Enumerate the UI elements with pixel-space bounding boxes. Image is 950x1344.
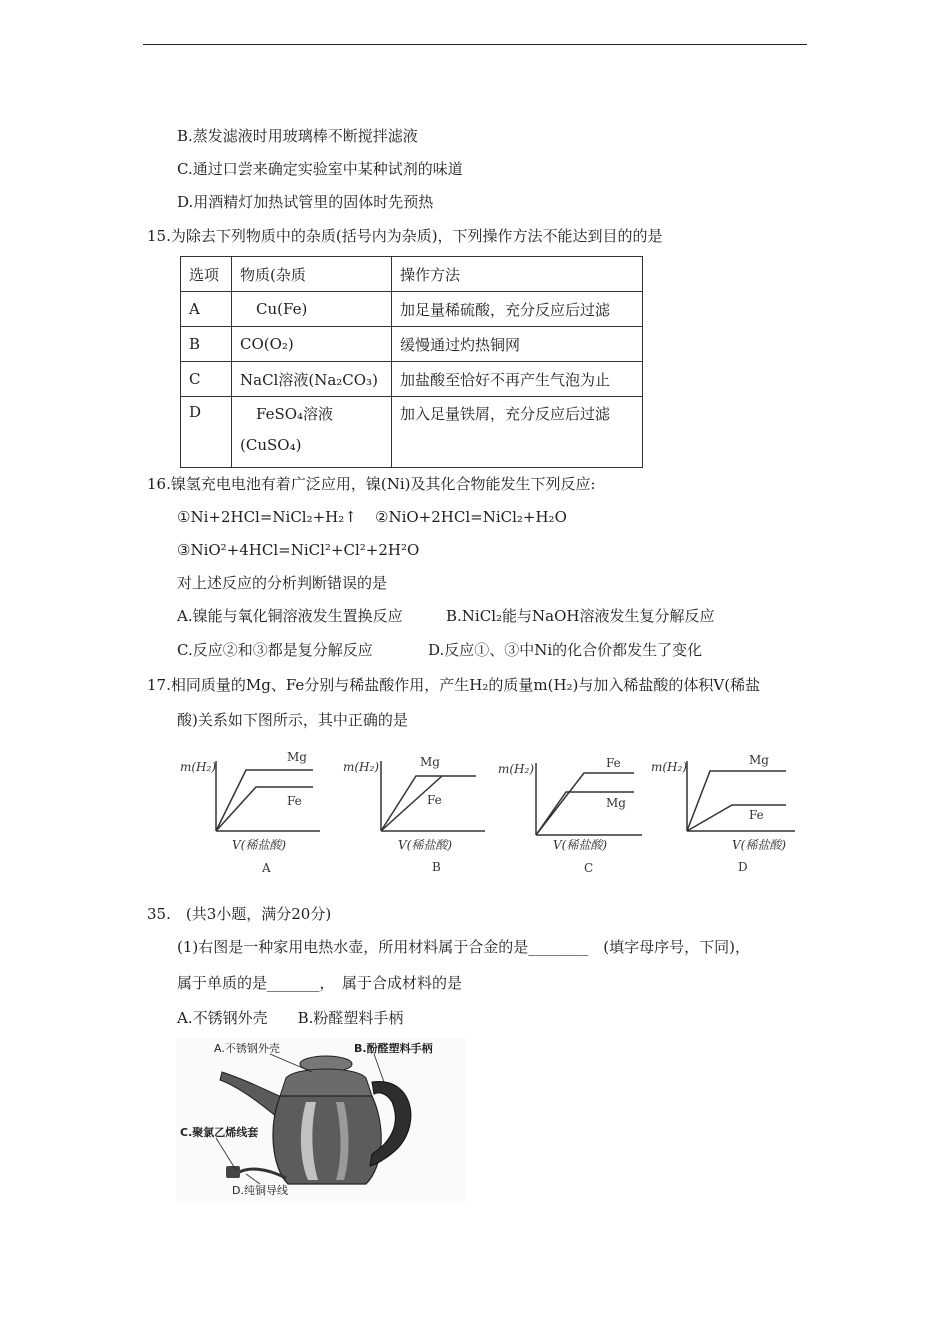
kettle-body [273, 1096, 381, 1184]
table-cell: C [181, 362, 232, 397]
table-cell: D [181, 397, 232, 468]
graph-a-mg-label: Mg [287, 750, 307, 764]
graph-c-xlabel: V(稀盐酸) [553, 838, 608, 852]
graph-d-xlabel: V(稀盐酸) [732, 838, 787, 852]
kettle-label-d: D.纯铜导线 [232, 1184, 288, 1197]
table-cell: 加盐酸至恰好不再产生气泡为止 [392, 362, 643, 397]
q15-options-table [180, 256, 643, 468]
graph-c [498, 756, 642, 875]
kettle-plug [226, 1166, 240, 1178]
graph-a-letter: A [262, 861, 271, 875]
graph-a [180, 750, 320, 875]
graph-b [343, 755, 485, 874]
graph-d [651, 753, 795, 874]
table-row [181, 292, 643, 327]
q17-graphs [170, 745, 810, 880]
kettle-label-c: C.聚氯乙烯线套 [180, 1126, 259, 1139]
table-cell: CO(O₂) [232, 327, 392, 362]
table-cell-line: FeSO₄溶液 [256, 405, 334, 423]
q14-option-b: B.蒸发滤液时用玻璃棒不断搅拌滤液 [177, 127, 418, 145]
table-row [181, 397, 643, 468]
kettle-lid [280, 1069, 372, 1096]
graph-d-fe-line [687, 805, 786, 831]
kettle-figure [176, 1038, 466, 1203]
q16-option-c: C.反应②和③都是复分解反应 [177, 641, 373, 659]
q16-reaction-2: ②NiO+2HCl=NiCl₂+H₂O [375, 508, 567, 526]
graph-a-xlabel: V(稀盐酸) [232, 838, 287, 852]
graph-c-fe-label: Fe [606, 756, 621, 770]
kettle-label-b: B.酚醛塑料手柄 [354, 1042, 433, 1055]
q16-reaction-1: ①Ni+2HCl=NiCl₂+H₂↑ [177, 508, 357, 526]
table-header-cell: 操作方法 [392, 257, 643, 292]
graph-a-fe-label: Fe [287, 794, 302, 808]
q35-part1-line2: 属于单质的是_______， 属于合成材料的是 [177, 974, 463, 992]
q15-stem: 15.为除去下列物质中的杂质(括号内为杂质)，下列操作方法不能达到目的的是 [147, 227, 663, 245]
kettle-label-a: A.不锈钢外壳 [214, 1042, 280, 1055]
table-row [181, 362, 643, 397]
graph-c-letter: C [584, 861, 594, 875]
table-cell: 缓慢通过灼热铜网 [392, 327, 643, 362]
graph-c-ylabel: m(H₂) [498, 762, 535, 776]
table-header-cell: 选项 [181, 257, 232, 292]
q16-option-d: D.反应①、③中Ni的化合价都发生了变化 [428, 641, 703, 659]
q35-options: A.不锈钢外壳 B.粉醛塑料手柄 [177, 1009, 404, 1027]
graph-b-letter: B [432, 860, 441, 874]
table-cell-line: (CuSO₄) [240, 436, 302, 454]
table-cell: Cu(Fe) [232, 292, 392, 327]
graph-a-ylabel: m(H₂) [180, 760, 217, 774]
graph-d-fe-label: Fe [749, 808, 764, 822]
q16-stem: 16.镍氢充电电池有着广泛应用，镍(Ni)及其化合物能发生下列反应: [147, 475, 596, 493]
table-cell [232, 397, 392, 468]
graph-b-fe-label: Fe [427, 793, 442, 807]
graph-d-ylabel: m(H₂) [651, 760, 688, 774]
table-header-row [181, 257, 643, 292]
table-row [181, 327, 643, 362]
graph-c-mg-label: Mg [606, 796, 626, 810]
table-cell: 加足量稀硫酸，充分反应后过滤 [392, 292, 643, 327]
q16-option-a: A.镍能与氧化铜溶液发生置换反应 [177, 607, 403, 625]
q35-stem: 35. (共3小题，满分20分) [147, 905, 332, 923]
q17-stem-line2: 酸)关系如下图所示，其中正确的是 [177, 711, 408, 729]
q14-option-c: C.通过口尝来确定实验室中某种试剂的味道 [177, 160, 463, 178]
table-cell: A [181, 292, 232, 327]
q17-stem-line1: 17.相同质量的Mg、Fe分别与稀盐酸作用，产生H₂的质量m(H₂)与加入稀盐酸的体积V(稀盐 [147, 676, 761, 694]
q16-reaction-3: ③NiO²+4HCl=NiCl²+Cl²+2H²O [177, 541, 420, 559]
graph-b-xlabel: V(稀盐酸) [398, 838, 453, 852]
q14-option-d: D.用酒精灯加热试管里的固体时先预热 [177, 193, 434, 211]
graph-b-mg-label: Mg [420, 755, 440, 769]
graph-d-mg-label: Mg [749, 753, 769, 767]
table-cell: B [181, 327, 232, 362]
q16-option-b: B.NiCl₂能与NaOH溶液发生复分解反应 [446, 607, 715, 625]
table-header-cell: 物质(杂质 [232, 257, 392, 292]
graph-b-ylabel: m(H₂) [343, 760, 380, 774]
q35-part1-line1: (1)右图是一种家用电热水壶，所用材料属于合金的是________ (填字母序号，下同)， [177, 938, 750, 956]
q16-question: 对上述反应的分析判断错误的是 [177, 574, 388, 592]
table-cell: 加入足量铁屑，充分反应后过滤 [392, 397, 643, 468]
graph-d-letter: D [738, 860, 748, 874]
header-rule [143, 44, 807, 45]
table-cell: NaCl溶液(Na₂CO₃) [232, 362, 392, 397]
